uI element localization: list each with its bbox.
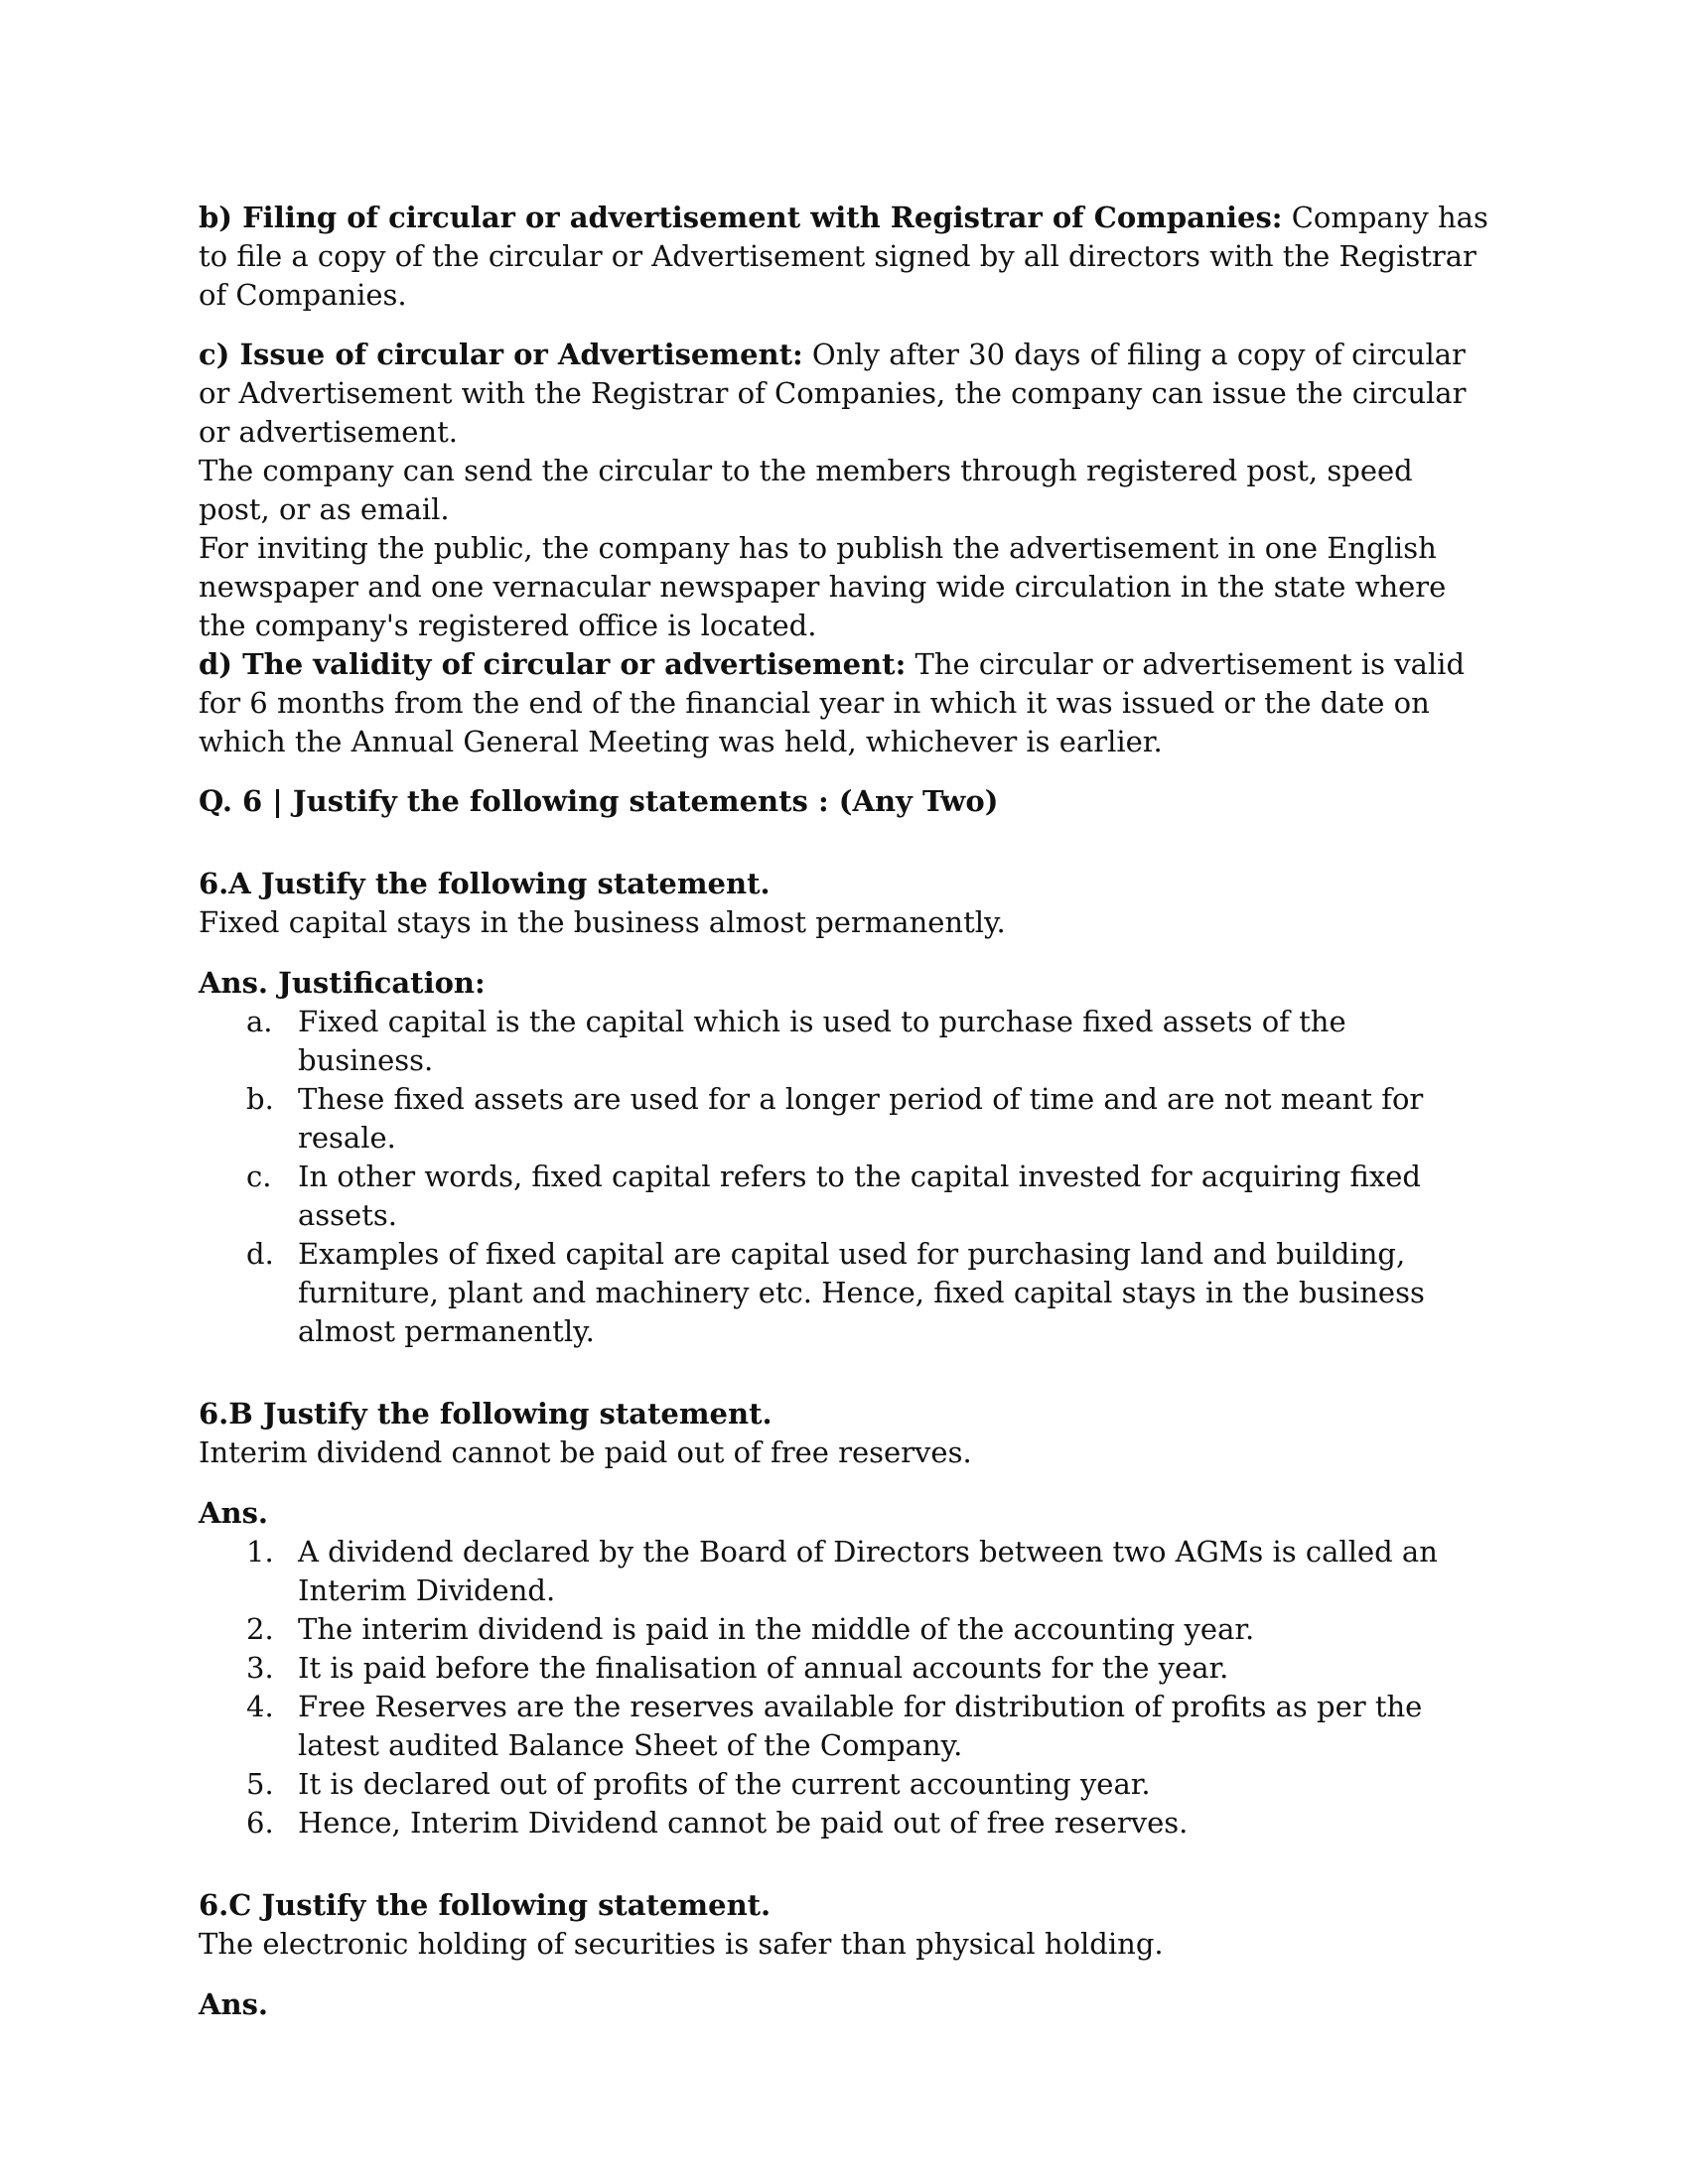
q6c-heading-text: 6.C Justify the following statement.	[199, 1888, 772, 1922]
list-item	[199, 1533, 1489, 1610]
list-item-text: It is paid before the finalisation of annual accounts for the year.	[298, 1651, 1229, 1685]
list-item-text: Fixed capital is the capital which is used to purchase fixed assets of the business.	[298, 1005, 1346, 1077]
section-d	[199, 645, 1489, 761]
list-marker: 4.	[246, 1690, 274, 1723]
list-marker: 3.	[246, 1651, 274, 1685]
list-item	[199, 1610, 1489, 1649]
q6b-statement: Interim dividend cannot be paid out of free reserves.	[199, 1435, 972, 1469]
q6a-heading-text: 6.A Justify the following statement.	[199, 867, 771, 900]
section-c-heading: c) Issue of circular or Advertisement:	[199, 338, 803, 371]
list-item-text: A dividend declared by the Board of Directors between two AGMs is called an Interim Dividend.	[298, 1535, 1438, 1607]
q6b-list	[199, 1533, 1489, 1843]
list-item	[199, 1688, 1489, 1765]
q6c-answer-label	[199, 1985, 1489, 2024]
q6a-heading	[199, 865, 1489, 903]
list-item	[199, 1804, 1489, 1843]
document-page	[199, 199, 1489, 2024]
list-marker: 5.	[246, 1767, 274, 1801]
list-item-text: These fixed assets are used for a longer period of time and are not meant for resale.	[298, 1082, 1424, 1155]
q6a-answer-label-text: Ans. Justification:	[199, 966, 486, 1000]
list-item-text: The interim dividend is paid in the middle of the accounting year.	[298, 1612, 1255, 1646]
section-c-para2: The company can send the circular to the members through registered post, speed post, or as email.	[199, 454, 1413, 526]
list-item-text: Hence, Interim Dividend cannot be paid out of free reserves.	[298, 1806, 1189, 1840]
q6b-heading	[199, 1395, 1489, 1433]
list-item-text: It is declared out of profits of the current accounting year.	[298, 1767, 1151, 1801]
list-item-text: In other words, fixed capital refers to the capital invested for acquiring fixed assets.	[298, 1160, 1421, 1232]
q6c-statement: The electronic holding of securities is safer than physical holding.	[199, 1927, 1164, 1961]
section-c-body: Only after 30 days of filing a copy of circular or Advertisement with the Registrar of Companies, the company can issue the circular or advertisement.	[199, 338, 1467, 449]
list-marker: 2.	[246, 1612, 274, 1646]
q6a-answer-label	[199, 964, 1489, 1003]
list-item-text: Free Reserves are the reserves available for distribution of profits as per the latest audited Balance Sheet of the Company.	[298, 1690, 1423, 1762]
section-b-body: Company has to file a copy of the circular or Advertisement signed by all directors with the Registrar of Companies.	[199, 201, 1488, 312]
question-title	[199, 782, 1489, 821]
list-marker: 1.	[246, 1535, 274, 1569]
list-marker: d.	[246, 1237, 274, 1271]
section-d-body: The circular or advertisement is valid for 6 months from the end of the financial year in which it was issued or the date on which the Annual General Meeting was held, whichever is earlier.	[199, 647, 1466, 758]
q6b-answer-label	[199, 1494, 1489, 1533]
q6b-answer-label-text: Ans.	[199, 1496, 269, 1530]
q6a-statement: Fixed capital stays in the business almost permanently.	[199, 905, 1006, 939]
q6c-heading	[199, 1886, 1489, 1925]
list-item	[199, 1765, 1489, 1804]
section-c	[199, 336, 1489, 452]
list-item-text: Examples of fixed capital are capital used for purchasing land and building, furniture, plant and machinery etc. Hence, fixed capital stays in the business almost permanently.	[298, 1237, 1425, 1348]
question-title-text: Q. 6 | Justify the following statements : (Any Two)	[199, 784, 999, 818]
list-item	[199, 1080, 1489, 1158]
section-c-para3: For inviting the public, the company has to publish the advertisement in one English newspaper and one vernacular newspaper having wide circulation in the state where the company's registered office is located.	[199, 531, 1447, 642]
list-item	[199, 1003, 1489, 1080]
section-b-heading: b) Filing of circular or advertisement with Registrar of Companies:	[199, 201, 1283, 234]
list-marker: a.	[246, 1005, 273, 1038]
list-marker: c.	[246, 1160, 272, 1193]
section-b	[199, 199, 1489, 315]
q6b-heading-text: 6.B Justify the following statement.	[199, 1397, 773, 1431]
list-item	[199, 1158, 1489, 1235]
q6c-answer-label-text: Ans.	[199, 1987, 269, 2021]
list-item	[199, 1649, 1489, 1688]
list-item	[199, 1235, 1489, 1351]
q6a-list	[199, 1003, 1489, 1351]
section-d-heading: d) The validity of circular or advertisement:	[199, 647, 907, 681]
list-marker: 6.	[246, 1806, 274, 1840]
list-marker: b.	[246, 1082, 274, 1116]
